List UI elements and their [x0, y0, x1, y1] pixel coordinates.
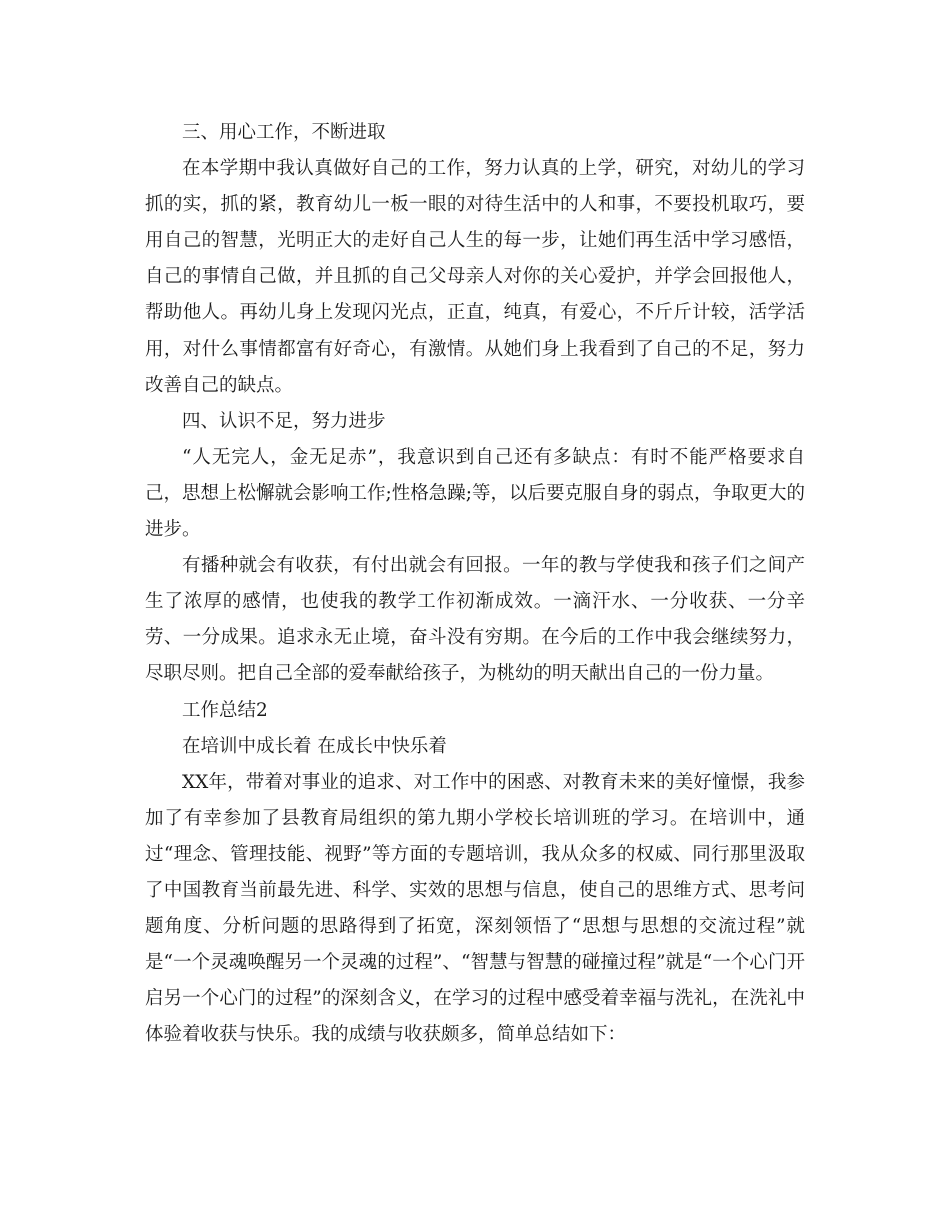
summary-subtitle: 在培训中成长着 在成长中快乐着	[182, 735, 447, 757]
section-heading-4: 四、认识不足，努力进步	[182, 410, 386, 432]
section-heading-3: 三、用心工作，不断进取	[182, 122, 386, 143]
summary-title: 工作总结2	[182, 699, 268, 721]
paragraph: 有播种就会有收获，有付出就会有回报。一年的教与学使我和孩子们之间产生了浓厚的感情，也使我的教学工作初渐成效。一滴汗水、一分收获、一分辛劳、一分成果。追求永无止境，奋斗没有穷期。在今后的工作中我会继续努力，尽职尽则。把自己全部的爱奉献给孩子，为桃幼的明天献出自己的一份力量。	[145, 555, 805, 685]
paragraph: XX年，带着对事业的追求、对工作中的困惑、对教育未来的美好憧憬，我参加了有幸参加了县教育局组织的第九期小学校长培训班的学习。在培训中，通过“理念、管理技能、视野”等方面的专题培训，我从众多的权威、同行那里汲取了中国教育当前最先进、科学、实效的思想与信息，使自己的思维方式、思考问题角度、分析问题的思路得到了拓宽，深刻领悟了“思想与思想的交流过程”就是“一个灵魂唤醒另一个灵魂的过程”、“智慧与智慧的碰撞过程”就是“一个心门开启另一个心门的过程”的深刻含义，在学习的过程中感受着幸福与洗礼，在洗礼中体验着收获与快乐。我的成绩与收获颇多，简单总结如下：	[145, 771, 805, 1046]
paragraph: 在本学期中我认真做好自己的工作，努力认真的上学，研究，对幼儿的学习抓的实，抓的紧，教育幼儿一板一眼的对待生活中的人和事，不要投机取巧，要用自己的智慧，光明正大的走好自己人生的每一步，让她们再生活中学习感悟，自己的事情自己做，并且抓的自己父母亲人对你的关心爱护，并学会回报他人，帮助他人。再幼儿身上发现闪光点，正直，纯真，有爱心，不斤斤计较，活学活用，对什么事情都富有好奇心，有激情。从她们身上我看到了自己的不足，努力改善自己的缺点。	[145, 158, 805, 396]
paragraph: “人无完人，金无足赤”，我意识到自己还有多缺点：有时不能严格要求自己，思想上松懈就会影响工作;性格急躁;等，以后要克服自身的弱点，争取更大的进步。	[145, 446, 805, 541]
document-body	[145, 115, 805, 1053]
